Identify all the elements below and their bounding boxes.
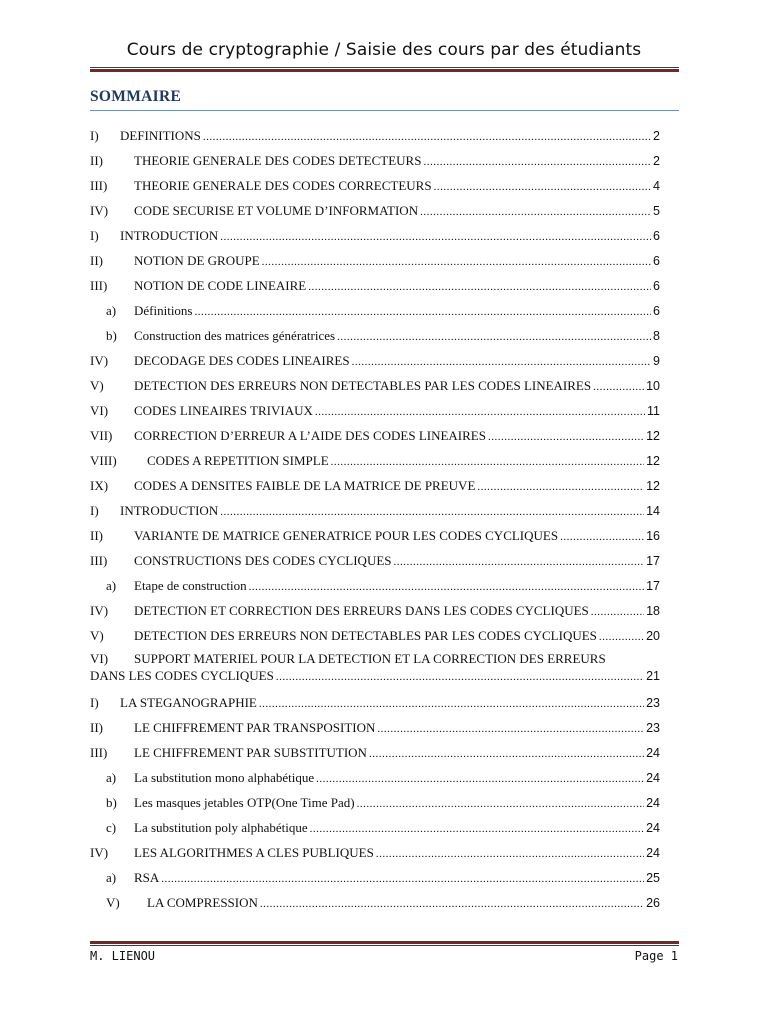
toc-leader-dots <box>376 844 644 864</box>
toc-entry-page: 14 <box>646 504 660 518</box>
toc-entry-title: Les masques jetables OTP(One Time Pad) <box>134 795 355 810</box>
toc-leader-dots <box>260 894 644 914</box>
toc-entry-number: I) <box>90 503 99 518</box>
toc-entry-page: 24 <box>646 771 660 785</box>
toc-entry[interactable] <box>90 476 660 496</box>
toc-entry-title: INTRODUCTION <box>120 503 219 518</box>
toc-leader-dots <box>477 477 644 497</box>
toc-entry[interactable] <box>90 576 660 596</box>
toc-entry-title: LE CHIFFREMENT PAR SUBSTITUTION <box>134 745 367 760</box>
document-title: Cours de cryptographie / Saisie des cours par des étudiants <box>126 40 642 60</box>
toc-leader-dots <box>310 819 644 839</box>
toc-leader-dots <box>161 869 644 889</box>
toc-entry[interactable] <box>90 376 660 396</box>
toc-entry[interactable] <box>90 601 660 621</box>
toc-leader-dots <box>308 277 651 297</box>
toc-entry-title: DETECTION DES ERREURS NON DETECTABLES PAR LES CODES CYCLIQUES <box>134 628 597 643</box>
toc-entry-number: I) <box>90 128 99 143</box>
toc-leader-dots <box>220 502 644 522</box>
toc-leader-dots <box>423 152 651 172</box>
toc-entry-title: Etape de construction <box>134 578 247 593</box>
toc-entry-title: SUPPORT MATERIEL POUR LA DETECTION ET LA CORRECTION DES ERREURS <box>134 651 606 666</box>
toc-entry-number: V) <box>90 628 104 643</box>
footer-author: M. LIENOU <box>90 949 156 963</box>
toc-heading-rule <box>90 110 679 111</box>
toc-entry-title: THEORIE GENERALE DES CODES DETECTEURS <box>134 153 422 168</box>
footer-rule-thick <box>90 941 679 944</box>
toc-entry-number: a) <box>106 578 117 593</box>
toc-entry[interactable] <box>90 276 660 296</box>
toc-entry-page: 17 <box>646 579 660 593</box>
toc-entry-number: IV) <box>90 845 109 860</box>
toc-entry[interactable] <box>90 201 660 221</box>
toc-entry-number: V) <box>106 895 120 910</box>
toc-entry-page: 6 <box>653 229 660 243</box>
toc-entry-page: 16 <box>646 529 660 543</box>
toc-entry-title: LA STEGANOGRAPHIE <box>120 695 257 710</box>
toc-entry-title: DEFINITIONS <box>120 128 201 143</box>
toc-entry[interactable] <box>90 693 660 713</box>
toc-entry-title: THEORIE GENERALE DES CODES CORRECTEURS <box>134 178 432 193</box>
toc-entry-number: VIII) <box>90 453 117 468</box>
toc-entry-number: b) <box>106 795 117 810</box>
toc-entry[interactable] <box>90 793 660 813</box>
toc-entry-title: RSA <box>134 870 160 885</box>
toc-leader-dots <box>591 602 644 622</box>
toc-entry-number: VI) <box>90 403 109 418</box>
toc-entry[interactable] <box>90 551 660 571</box>
toc-entry[interactable] <box>90 651 660 687</box>
toc-entry-number: II) <box>90 720 103 735</box>
header-rule-thick <box>90 69 679 72</box>
toc-entry-page: 21 <box>646 669 660 683</box>
toc-entry-page: 10 <box>646 379 660 393</box>
toc-entry-title: LES ALGORITHMES A CLES PUBLIQUES <box>134 845 374 860</box>
toc-entry-page: 24 <box>646 746 660 760</box>
toc-entry[interactable] <box>90 843 660 863</box>
toc-leader-dots <box>249 577 644 597</box>
toc-entry-page: 8 <box>653 329 660 343</box>
toc-entry-page: 12 <box>646 454 660 468</box>
toc-entry-title: DETECTION DES ERREURS NON DETECTABLES PAR LES CODES LINEAIRES <box>134 378 592 393</box>
toc-entry[interactable] <box>90 251 660 271</box>
toc-entry-page: 9 <box>653 354 660 368</box>
toc-entry-page: 6 <box>653 254 660 268</box>
toc-entry[interactable] <box>90 326 660 346</box>
toc-leader-dots <box>316 769 644 789</box>
toc-entry[interactable] <box>90 868 660 888</box>
toc-entry[interactable] <box>90 176 660 196</box>
toc-entry-number: I) <box>90 228 99 243</box>
toc-entry-title: Définitions <box>134 303 193 318</box>
toc-entry-title-continued: DANS LES CODES CYCLIQUES <box>90 668 274 683</box>
toc-entry-title: CODES LINEAIRES TRIVIAUX <box>134 403 313 418</box>
header-rule-thin <box>90 67 679 68</box>
toc-entry-title: CORRECTION D’ERREUR A L’AIDE DES CODES LINEAIRES <box>134 428 486 443</box>
toc-entry-title: DETECTION ET CORRECTION DES ERREURS DANS LES CODES CYCLIQUES <box>134 603 589 618</box>
toc-entry-page: 24 <box>646 846 660 860</box>
toc-entry-number: VII) <box>90 428 113 443</box>
toc-entry-page: 2 <box>653 129 660 143</box>
toc-entry-number: c) <box>106 820 117 835</box>
toc-leader-dots <box>195 302 652 322</box>
toc-leader-dots <box>488 427 644 447</box>
toc-entry-number: IV) <box>90 203 109 218</box>
toc-leader-dots <box>420 202 651 222</box>
toc-entry-number: I) <box>90 695 99 710</box>
toc-entry-number: IX) <box>90 478 109 493</box>
toc-entry-number: III) <box>90 178 108 193</box>
toc-entry-page: 17 <box>646 554 660 568</box>
toc-entry-page: 23 <box>646 696 660 710</box>
toc-entry-title: LA COMPRESSION <box>147 895 258 910</box>
toc-entry-number: II) <box>90 153 103 168</box>
toc-entry[interactable] <box>90 301 660 321</box>
toc-leader-dots <box>599 627 644 647</box>
toc-leader-dots <box>560 527 644 547</box>
toc-leader-dots <box>203 127 651 147</box>
toc-entry-title: INTRODUCTION <box>120 228 219 243</box>
toc-leader-dots <box>434 177 651 197</box>
toc-entry-page: 12 <box>646 479 660 493</box>
toc-leader-dots <box>262 252 651 272</box>
toc-leader-dots <box>276 668 644 686</box>
toc-entry[interactable] <box>90 226 660 246</box>
toc-entry[interactable] <box>90 401 660 421</box>
toc-entry-number: II) <box>90 253 103 268</box>
toc-leader-dots <box>331 452 644 472</box>
toc-entry[interactable] <box>90 501 660 521</box>
toc-entry[interactable] <box>90 426 660 446</box>
toc-entry-title: Construction des matrices génératrices <box>134 328 336 343</box>
toc-entry-page: 5 <box>653 204 660 218</box>
toc-entry-number: V) <box>90 378 104 393</box>
toc-entry-number: VI) <box>90 651 109 666</box>
toc-leader-dots <box>220 227 651 247</box>
toc-entry-number: IV) <box>90 353 109 368</box>
toc-entry-page: 4 <box>653 179 660 193</box>
toc-leader-dots <box>259 694 644 714</box>
toc-entry-title: CONSTRUCTIONS DES CODES CYCLIQUES <box>134 553 392 568</box>
toc-entry-page: 6 <box>653 279 660 293</box>
toc-heading: SOMMAIRE <box>90 88 182 105</box>
toc-entry-page: 23 <box>646 721 660 735</box>
toc-entry-number: a) <box>106 770 117 785</box>
toc-entry-page: 20 <box>646 629 660 643</box>
toc-entry-number: II) <box>90 528 103 543</box>
toc-entry[interactable] <box>90 718 660 738</box>
toc-entry-number: a) <box>106 303 117 318</box>
toc-entry[interactable] <box>90 526 660 546</box>
toc-entry-title: VARIANTE DE MATRICE GENERATRICE POUR LES CODES CYCLIQUES <box>134 528 559 543</box>
toc-entry-page: 12 <box>646 429 660 443</box>
toc-entry-title: DECODAGE DES CODES LINEAIRES <box>134 353 350 368</box>
toc-entry-title: CODE SECURISE ET VOLUME D’INFORMATION <box>134 203 419 218</box>
toc-entry-number: b) <box>106 328 117 343</box>
toc-entry[interactable] <box>90 151 660 171</box>
toc-leader-dots <box>377 719 644 739</box>
toc-entry-number: a) <box>106 870 117 885</box>
toc-entry-number: III) <box>90 553 108 568</box>
toc-entry-title: NOTION DE GROUPE <box>134 253 260 268</box>
toc-entry-page: 26 <box>646 896 660 910</box>
toc-entry-page: 24 <box>646 821 660 835</box>
toc-entry[interactable] <box>90 893 660 913</box>
toc-entry-title: NOTION DE CODE LINEAIRE <box>134 278 307 293</box>
toc-entry-page: 24 <box>646 796 660 810</box>
toc-entry-title: CODES A DENSITES FAIBLE DE LA MATRICE DE PREUVE <box>134 478 476 493</box>
toc-entry[interactable] <box>90 743 660 763</box>
toc-entry[interactable] <box>90 451 660 471</box>
toc-entry-page: 25 <box>646 871 660 885</box>
toc-leader-dots <box>369 744 644 764</box>
toc-entry-page: 2 <box>653 154 660 168</box>
toc-leader-dots <box>315 402 645 422</box>
toc-leader-dots <box>593 377 644 397</box>
toc-entry-title: CODES A REPETITION SIMPLE <box>147 453 329 468</box>
toc-entry-page: 18 <box>646 604 660 618</box>
toc-entry-title: La substitution mono alphabétique <box>134 770 315 785</box>
toc-leader-dots <box>337 327 651 347</box>
toc-entry-number: III) <box>90 745 108 760</box>
toc-entry-number: IV) <box>90 603 109 618</box>
footer-rule-thin <box>90 945 679 946</box>
toc-entry-number: III) <box>90 278 108 293</box>
toc-entry[interactable] <box>90 351 660 371</box>
toc-leader-dots <box>394 552 645 572</box>
toc-entry[interactable] <box>90 818 660 838</box>
toc-entry-page: 11 <box>647 404 660 418</box>
toc-entry-title: LE CHIFFREMENT PAR TRANSPOSITION <box>134 720 376 735</box>
toc-leader-dots <box>352 352 651 372</box>
toc-entry[interactable] <box>90 768 660 788</box>
toc-entry-page: 6 <box>653 304 660 318</box>
toc-entry[interactable] <box>90 626 660 646</box>
footer-page-number: Page 1 <box>634 949 678 963</box>
toc-leader-dots <box>357 794 644 814</box>
toc-entry[interactable] <box>90 126 660 146</box>
toc-entry-title: La substitution poly alphabétique <box>134 820 308 835</box>
